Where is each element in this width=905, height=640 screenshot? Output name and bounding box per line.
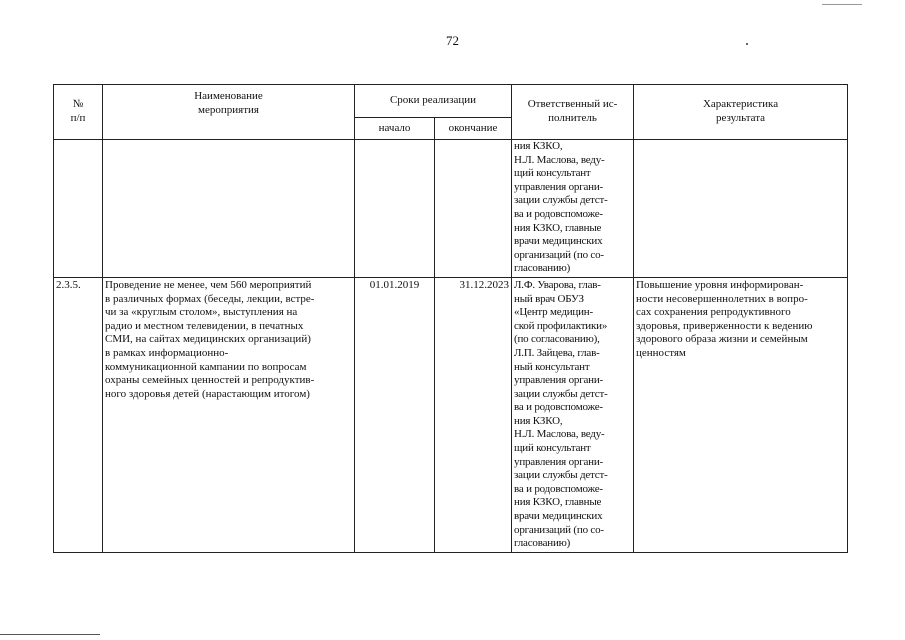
row-end-date [435,140,512,278]
scan-mark-top-right [822,4,862,5]
row-activity-name [103,140,355,278]
action-plan-table [53,84,848,553]
row-responsible: ния КЗКО, Н.Л. Маслова, веду- щий консультант управления органи- зации службы детст- ва и родовспоможе- ния КЗКО, главные врачи медицинских организаций (по со- гласованию) [512,140,634,278]
row-result: Повышение уровня информирован- ности несовершеннолетних в вопро- сах сохранения репродуктивного здоровья, приверженности к ведению здорового образа жизни и семейным ценностям [634,277,848,552]
row-number: 2.3.5. [54,277,103,552]
table-row [54,140,848,278]
row-number [54,140,103,278]
row-start-date: 01.01.2019 [355,277,435,552]
header-end: окончание [435,118,512,140]
row-responsible: Л.Ф. Уварова, глав- ный врач ОБУЗ «Центр медицин- ской профилактики» (по согласованию), Л.П. Зайцева, глав- ный консультант управления органи- зации службы детст- ва и родовспоможе- ния КЗКО, Н.Л. Маслова, веду- щий консультант управления органи- зации службы детст- ва и родовспоможе- ния КЗКО, главные врачи медицинских организаций (по со- гласованию) [512,277,634,552]
page-number: 72 [446,33,459,48]
header-result: Характеристика результата [634,85,848,140]
footnote-rule [0,634,100,635]
row-end-date: 31.12.2023 [435,277,512,552]
header-terms: Сроки реализации [355,85,512,118]
table-header-row [54,85,848,118]
header-number: № п/п [54,85,103,140]
row-result [634,140,848,278]
scan-speck [746,43,748,45]
header-start: начало [355,118,435,140]
row-activity-name: Проведение не менее, чем 560 мероприятий в различных формах (беседы, лекции, встре- чи за «круглым столом», выступления на радио и местном телевидении, в печатных СМИ, на сайтах медицинских организаций) в рамках информационно- коммуникационной кампании по вопросам охраны семейных ценностей и репродуктив- ного здоровья детей (нарастающим итогом) [103,277,355,552]
table-row [54,277,848,552]
header-activity-name: Наименование мероприятия [103,85,355,140]
row-start-date [355,140,435,278]
header-responsible: Ответственный ис- полнитель [512,85,634,140]
